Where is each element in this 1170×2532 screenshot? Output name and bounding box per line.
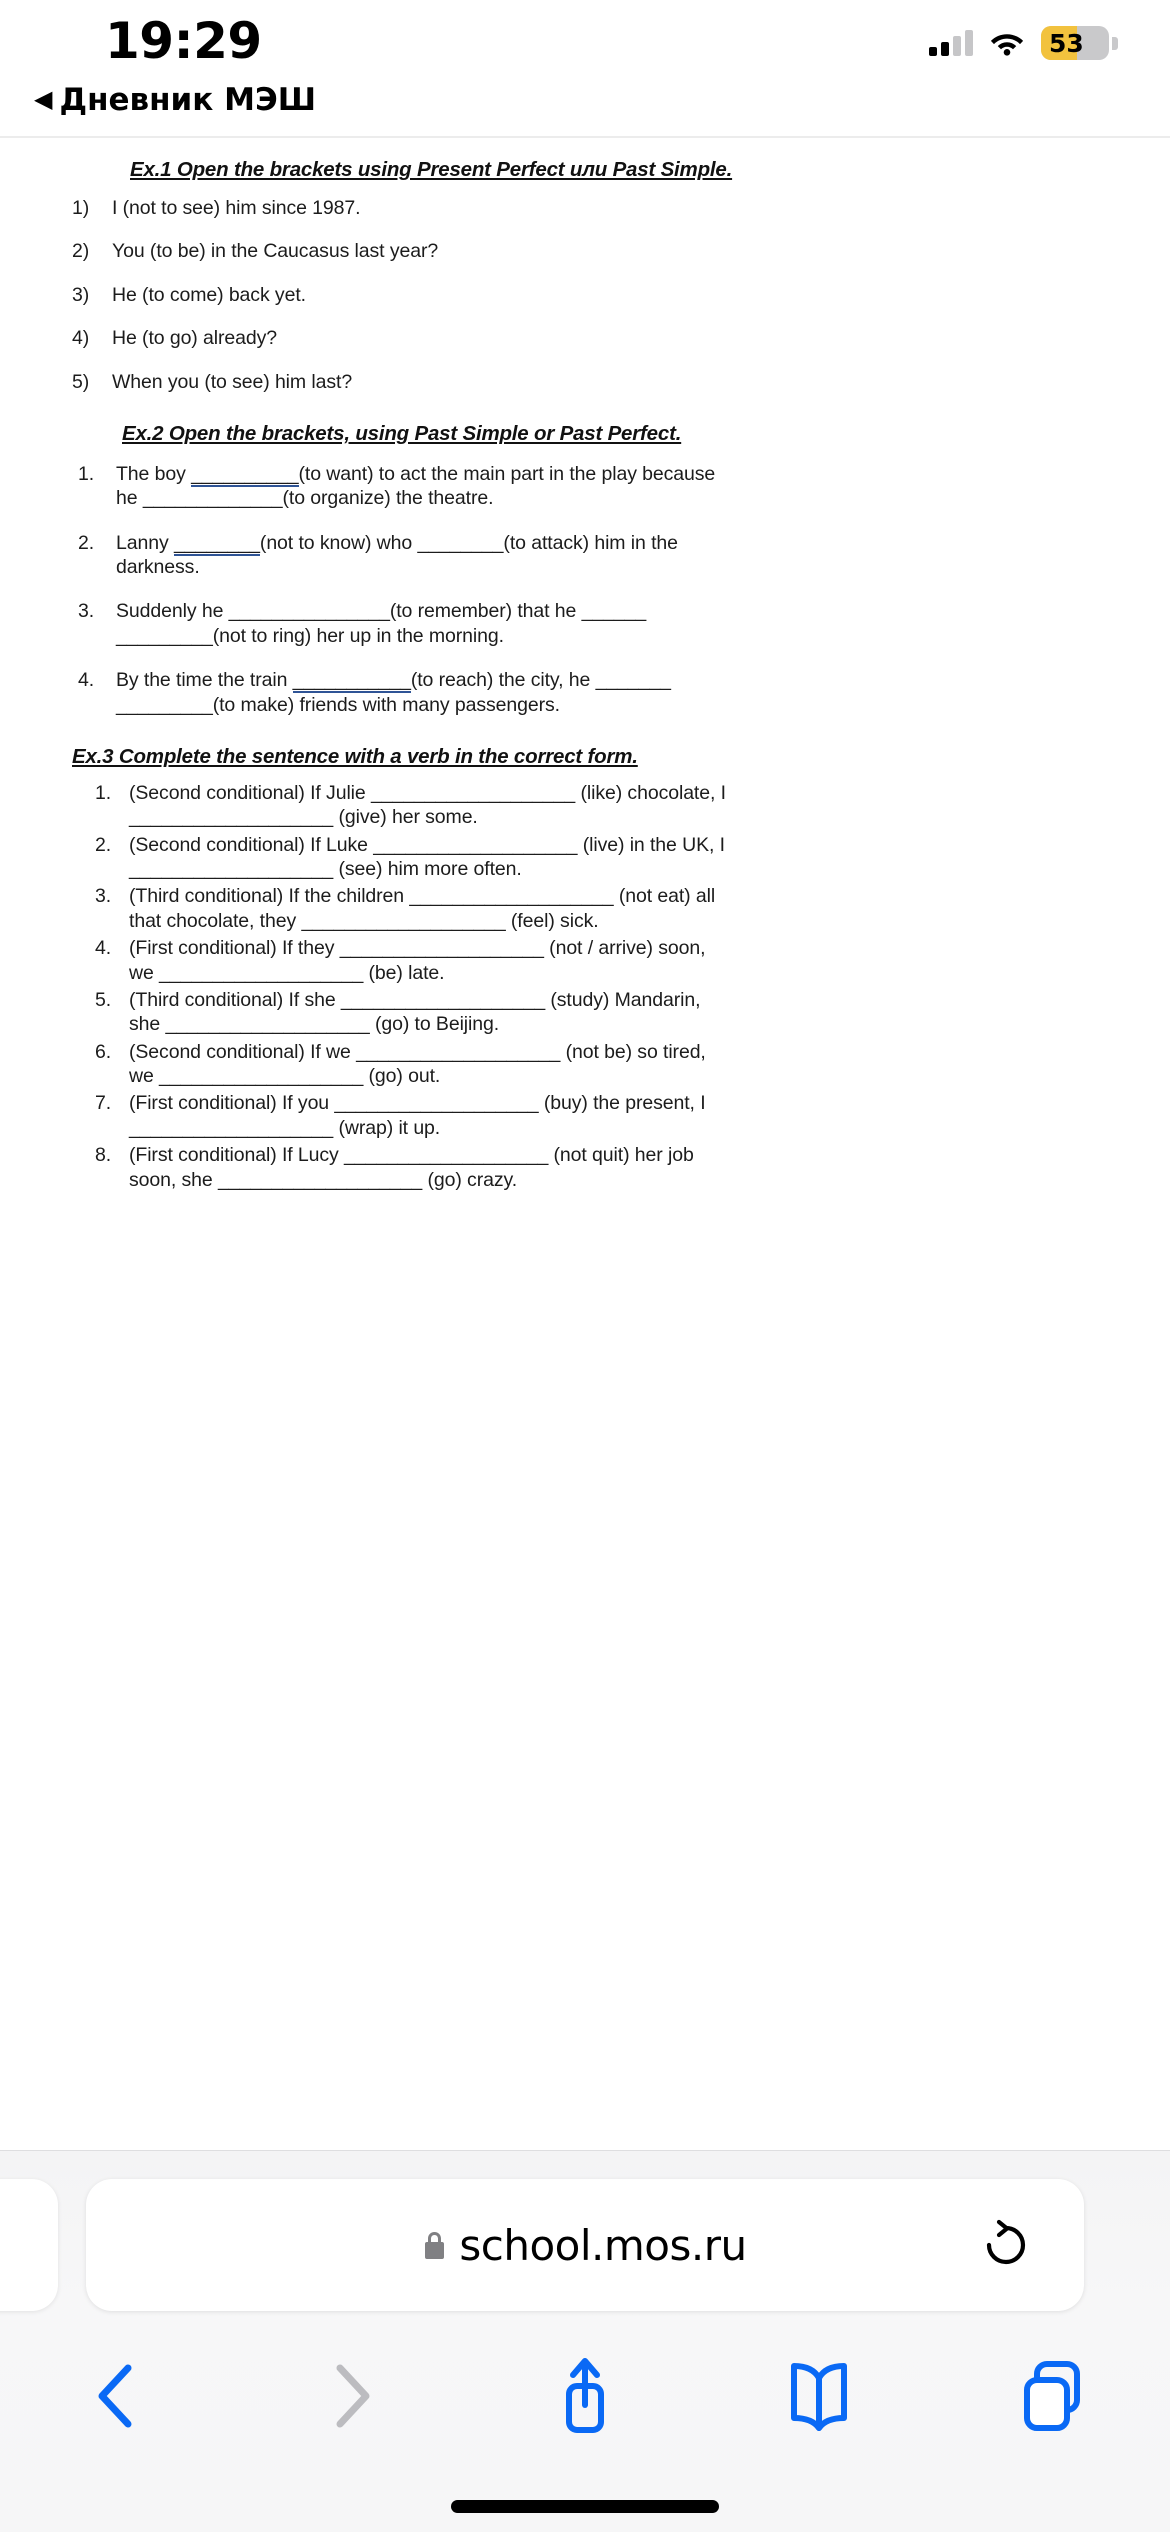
list-item: [0, 781, 1170, 830]
list-item-number: 3): [72, 283, 90, 306]
answer-blank: ___________________: [159, 1065, 364, 1087]
list-item: [0, 1143, 1170, 1192]
list-item-text: [116, 531, 716, 580]
sentence-text: I (not to see) him since 1987.: [112, 197, 361, 219]
list-item-text: [129, 781, 727, 830]
sentence-text: (to attack) him in the darkness.: [116, 531, 678, 578]
list-item-text: [116, 668, 716, 717]
answer-blank: ___________: [292, 669, 411, 692]
list-item-number: 5.: [95, 988, 112, 1011]
sentence-text: (First conditional) If Lucy: [129, 1144, 345, 1167]
list-item-number: 5): [72, 370, 90, 393]
answer-blank: ___________________: [129, 806, 334, 829]
list-item-text: [112, 370, 1170, 394]
sentence-text: (study) Mandarin, she: [129, 988, 701, 1036]
answer-blank: __________: [191, 462, 299, 485]
back-caret-icon: ◀: [34, 85, 53, 113]
list-item-text: [112, 239, 1170, 263]
sentence-text: (First conditional) If they: [129, 937, 340, 960]
back-to-app-label: Дневник МЭШ: [59, 82, 317, 118]
list-item: [0, 833, 1170, 882]
list-item-number: 4.: [95, 937, 112, 960]
list-item: [0, 326, 1170, 350]
list-item-number: 1.: [78, 462, 95, 485]
sentence-text: When you (to see) him last?: [112, 370, 353, 393]
list-item-number: 2.: [95, 833, 112, 856]
cellular-signal-icon: [929, 30, 973, 56]
sentence-text: He (to go) already?: [112, 327, 278, 350]
sentence-text: (wrap) it up.: [333, 1116, 441, 1139]
list-item-number: 1): [72, 197, 90, 219]
sentence-text: You (to be) in the Caucasus last year?: [112, 240, 439, 263]
list-item: [0, 884, 1170, 933]
sentence-text: (not to know) who: [259, 531, 418, 554]
sentence-text: (to want) to act the main part in the play because he: [116, 462, 716, 510]
sentence-text: (buy) the present, I: [538, 1092, 706, 1115]
list-item-text: [116, 462, 716, 511]
sentence-text: (not quit) her job soon, she: [129, 1144, 694, 1191]
list-item-number: 8.: [95, 1144, 112, 1167]
share-button[interactable]: [468, 2341, 702, 2451]
list-item: [0, 239, 1170, 263]
sentence-text: By the time the train: [116, 669, 293, 692]
sentence-text: (give) her some.: [333, 806, 478, 829]
status-bar-indicators: [929, 26, 1118, 60]
answer-blank: ___________________: [165, 1013, 370, 1036]
sentence-text: (go) crazy.: [422, 1168, 518, 1191]
sentence-text: (go) out.: [363, 1065, 441, 1087]
sentence-text: (not eat) all that chocolate, they: [129, 885, 716, 932]
list-item: [0, 370, 1170, 394]
sentence-text: (not / arrive) soon, we: [129, 937, 706, 984]
adjacent-tab-preview[interactable]: [0, 2179, 58, 2311]
answer-blank: ______: [581, 600, 647, 623]
ex1-heading: Ex.1 Open the brackets using Present Perfect или Past Simple.: [130, 158, 733, 181]
list-item: [0, 462, 1170, 511]
list-item-text: [112, 196, 1170, 220]
list-item-text: [129, 884, 727, 933]
sentence-text: (Second conditional) If Luke: [129, 833, 374, 856]
sentence-text: (to reach) the city, he: [410, 669, 596, 692]
answer-blank: ___________________: [301, 909, 506, 932]
app-back-bar: [0, 82, 1170, 136]
sentence-text: (be) late.: [363, 961, 445, 984]
list-item: [0, 1091, 1170, 1140]
forward-button[interactable]: [234, 2341, 468, 2451]
sentence-text: (not to ring) her up in the morning.: [212, 624, 504, 647]
answer-blank: ________: [417, 531, 504, 554]
list-item: [0, 988, 1170, 1037]
answer-blank: ___________________: [159, 961, 364, 984]
answer-blank: ___________________: [370, 781, 576, 804]
sentence-text: (Second conditional) If Julie: [129, 781, 371, 804]
list-item-text: [112, 283, 1170, 307]
sentence-text: (go) to Beijing.: [369, 1013, 500, 1036]
lock-icon: [423, 2231, 446, 2260]
list-item-text: [129, 988, 727, 1037]
webview[interactable]: [0, 136, 1170, 2150]
ex2-heading: Ex.2 Open the brackets, using Past Simple or Past Perfect.: [122, 421, 682, 445]
answer-blank: ___________________: [334, 1092, 539, 1115]
wifi-icon: [990, 30, 1024, 56]
sentence-text: (not be) so tired, we: [129, 1040, 706, 1087]
reload-icon[interactable]: [980, 2219, 1032, 2271]
sentence-text: (to remember) that he: [389, 600, 582, 623]
answer-blank: ___________________: [340, 988, 546, 1011]
sentence-text: (to organize) the theatre.: [282, 487, 494, 510]
home-indicator: [451, 2500, 719, 2513]
list-item-number: 2): [72, 240, 90, 263]
ex3-heading: Ex.3 Complete the sentence with a verb in the correct form.: [72, 744, 638, 768]
sentence-text: Suddenly he: [116, 600, 229, 623]
answer-blank: _______: [595, 669, 671, 692]
back-to-app-link[interactable]: [34, 82, 316, 118]
list-item-number: 3.: [78, 600, 95, 623]
answer-blank: ___________________: [373, 833, 578, 856]
list-item: [0, 936, 1170, 985]
sentence-text: (Second conditional) If we: [129, 1040, 357, 1063]
status-bar-time: 19:29: [105, 12, 262, 70]
list-item: [0, 668, 1170, 717]
battery-icon: [1041, 26, 1118, 60]
worksheet-document: [0, 158, 1170, 1192]
bookmarks-button[interactable]: [702, 2341, 936, 2451]
sentence-text: (see) him more often.: [333, 858, 522, 880]
answer-blank: ___________________: [409, 885, 614, 908]
browser-toolbar: [0, 2341, 1170, 2451]
list-item-number: 3.: [95, 885, 112, 908]
answer-blank: ________: [173, 531, 260, 554]
answer-blank: ___________________: [339, 937, 544, 960]
answer-blank: _______________: [228, 600, 390, 623]
list-item-number: 4.: [78, 669, 95, 692]
sentence-text: (to make) friends with many passengers.: [212, 693, 560, 716]
list-item: [0, 599, 1170, 648]
sentence-text: The boy: [116, 462, 192, 485]
answer-blank: ___________________: [344, 1144, 549, 1167]
answer-blank: _________: [116, 624, 213, 647]
answer-blank: ___________________: [217, 1168, 423, 1191]
answer-blank: _________: [116, 693, 213, 716]
battery-level-text: 53: [1049, 28, 1084, 58]
list-item-text: [129, 833, 727, 882]
address-bar[interactable]: [86, 2179, 1084, 2311]
sentence-text: (Third conditional) If the children: [129, 885, 410, 908]
sentence-text: (feel) sick.: [505, 909, 599, 932]
answer-blank: ___________________: [129, 858, 334, 880]
address-bar-content: [423, 2221, 746, 2270]
sentence-text: (Third conditional) If she: [129, 988, 341, 1011]
list-item-number: 4): [72, 327, 90, 350]
sentence-text: (First conditional) If you: [129, 1092, 335, 1115]
answer-blank: ___________________: [356, 1040, 561, 1063]
list-item: [0, 283, 1170, 307]
list-item-text: [116, 599, 716, 648]
list-item: [0, 1040, 1170, 1089]
sentence-text: Lanny: [116, 531, 174, 554]
browser-bottom-bar: [0, 2150, 1170, 2532]
list-item-text: [129, 1143, 727, 1192]
list-item-text: [129, 936, 727, 985]
ex1-list: [0, 196, 1170, 394]
address-bar-url: school.mos.ru: [459, 2220, 747, 2270]
list-item-text: [129, 1091, 727, 1140]
list-item-text: [129, 1040, 727, 1089]
answer-blank: _____________: [142, 487, 283, 510]
list-item-number: 2.: [78, 531, 95, 554]
tabs-button[interactable]: [936, 2341, 1170, 2451]
list-item: [0, 531, 1170, 580]
list-item-number: 1.: [95, 781, 112, 804]
back-button[interactable]: [0, 2341, 234, 2451]
list-item-text: [112, 326, 1170, 350]
answer-blank: ___________________: [129, 1116, 334, 1139]
list-item-number: 7.: [95, 1092, 112, 1115]
list-item-number: 6.: [95, 1040, 112, 1063]
sentence-text: He (to come) back yet.: [112, 283, 306, 306]
list-item: [0, 196, 1170, 220]
ex2-list: [0, 462, 1170, 717]
sentence-text: (live) in the UK, I: [577, 833, 725, 856]
sentence-text: (like) chocolate, I: [575, 781, 726, 804]
status-bar: [0, 0, 1170, 88]
ex3-list: [0, 781, 1170, 1192]
